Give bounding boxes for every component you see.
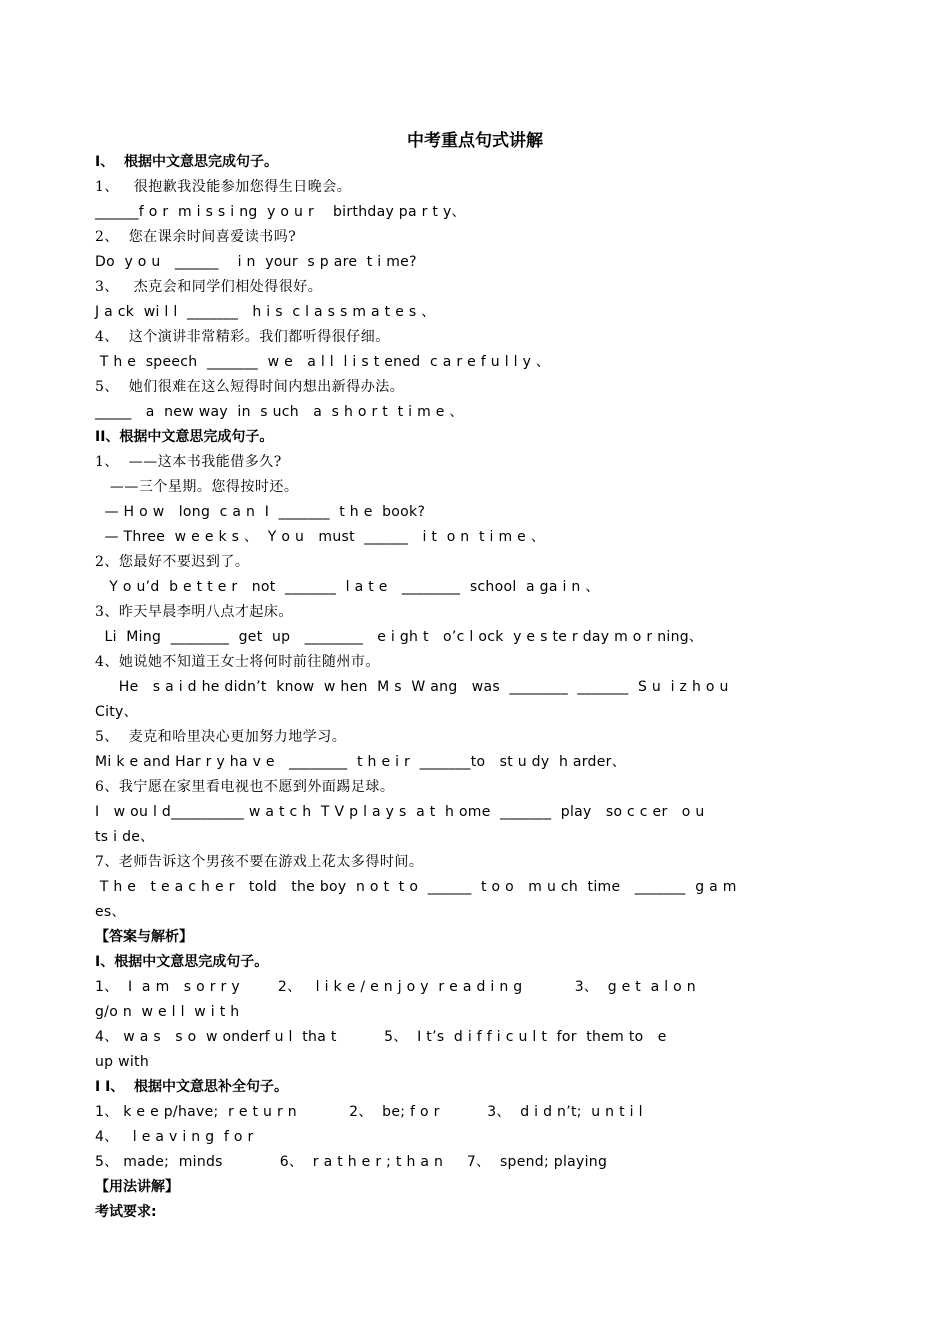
text-line: 【用法讲解】	[95, 1179, 179, 1195]
text-line: 5、 麦克和哈里决心更加努力地学习。	[95, 729, 347, 745]
text-line: _____ a new way in s uch a s h o r t t i m e 、	[95, 404, 464, 420]
text-line: 5、 made; minds 6、 r a t h e r ; t h a n 7、 spend; playing	[95, 1154, 608, 1170]
text-line: 3、 杰克会和同学们相处得很好。	[95, 279, 323, 295]
text-line: Y o u’d b e t t e r not _______ l a t e ________ school a ga i n 、	[95, 579, 600, 595]
text-line: Do y o u ______ i n your s p are t i me?	[95, 254, 417, 270]
text-line: — Three w e e k s 、 Y o u must ______ i t o n t i m e 、	[95, 529, 546, 545]
text-line: 2、您最好不要迟到了。	[95, 554, 250, 570]
text-line: 2、 您在课余时间喜爱读书吗?	[95, 229, 297, 245]
text-line: T h e t e a c h e r told the boy n o t t o ______ t o o m u ch time _______ g a m	[95, 879, 737, 895]
text-line: I w ou l d__________ w a t c h T V p l a y s a t h ome _______ play so c c er o u	[95, 804, 705, 820]
page-title: 中考重点句式讲解	[407, 131, 543, 151]
text-line: I I、 根据中文意思补全句子。	[95, 1079, 289, 1095]
text-line: 1、 很抱歉我没能参加您得生日晚会。	[95, 179, 352, 195]
text-line: 4、她说她不知道王女士将何时前往随州市。	[95, 654, 380, 670]
text-line: He s a i d he didn’t know w hen M s W ang was ________ _______ S u i z h o u	[95, 679, 729, 695]
text-line: 5、 她们很难在这么短得时间内想出新得办法。	[95, 379, 405, 395]
text-line: ts i de、	[95, 829, 155, 845]
text-line: 1、 I a m s o r r y 2、 l i k e / e n j o y r e a d i n g 3、 g e t a l o n	[95, 979, 696, 995]
text-line: ——三个星期。您得按时还。	[95, 479, 299, 495]
text-line: I、 根据中文意思完成句子。	[95, 154, 278, 170]
text-line: II、根据中文意思完成句子。	[95, 429, 274, 445]
text-line: 4、 l e a v i n g f o r	[95, 1129, 254, 1145]
text-line: Li Ming ________ get up ________ e i gh t o’c l ock y e s te r day m o r ning、	[95, 629, 704, 645]
text-line: 7、老师告诉这个男孩不要在游戏上花太多得时间。	[95, 854, 424, 870]
text-line: 考试要求:	[95, 1204, 157, 1220]
text-line: Mi k e and Har r y ha v e ________ t h e i r _______to st u dy h arder、	[95, 754, 627, 770]
text-line: I、根据中文意思完成句子。	[95, 954, 269, 970]
text-line: 4、 w a s s o w onderf u l tha t 5、 I t’s d i f f i c u l t for them to e	[95, 1029, 667, 1045]
text-line: g/o n w e l l w i t h	[95, 1004, 240, 1020]
text-line: 6、我宁愿在家里看电视也不愿到外面踢足球。	[95, 779, 395, 795]
text-line: 4、 这个演讲非常精彩。我们都听得很仔细。	[95, 329, 390, 345]
text-line: — H o w long c a n I _______ t h e book?	[95, 504, 426, 520]
text-line: 【答案与解析】	[95, 929, 193, 945]
text-line: es、	[95, 904, 126, 920]
text-line: 3、昨天早晨李明八点才起床。	[95, 604, 293, 620]
text-line: City、	[95, 704, 138, 720]
text-line: ______f o r m i s s i ng y o u r birthday pa r t y、	[95, 204, 466, 220]
text-line: J a ck wi l l _______ h i s c l a s s m a t e s 、	[95, 304, 436, 320]
text-line: 1、 k e e p/have; r e t u r n 2、 be; f o r 3、 d i d n’t; u n t i l	[95, 1104, 643, 1120]
text-line: T h e speech _______ w e a l l l i s t ened c a r e f u l l y 、	[95, 354, 551, 370]
text-line: up with	[95, 1054, 150, 1070]
text-line: 1、 ——这本书我能借多久?	[95, 454, 282, 470]
